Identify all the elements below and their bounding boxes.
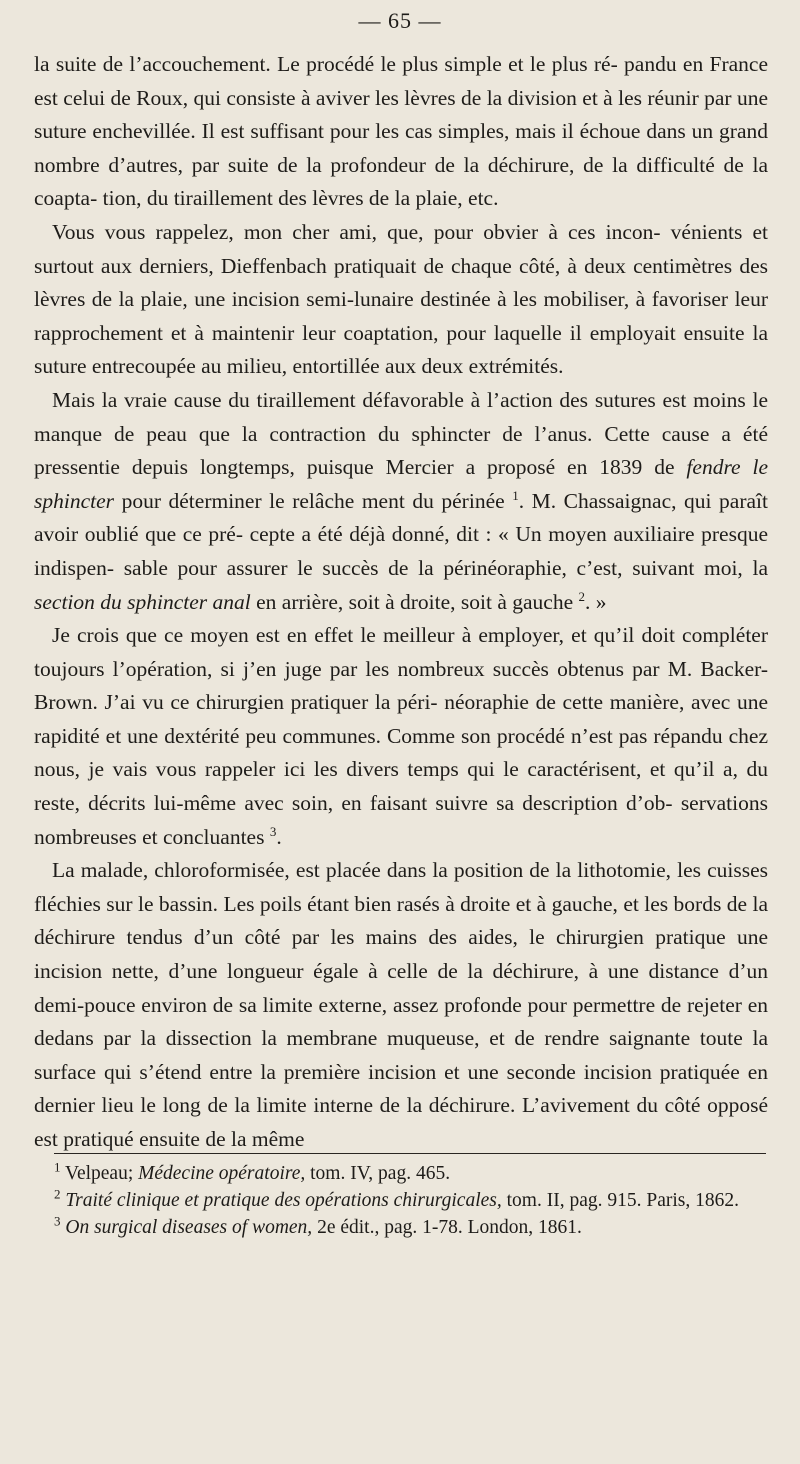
italic-phrase: fendre le sphincter bbox=[34, 455, 768, 513]
text-run: en arrière, soit à droite, soit à gauche bbox=[250, 589, 579, 614]
paragraph-5: La malade, chloroformisée, est placée dans la position de la lithotomie, les cuisses fléchies sur le bassin. Les poils étant bien rasés à droite et à gauche, et les bords de la déchirure tendus d’un côté par les mains des aides, le chirurgien pratique une incision nette, d’une longueur égale à celle de la déchirure, à une distance d’un demi-pouce environ de sa limite externe, assez profonde pour permettre de rejeter en dedans par la dissection la membrane muqueuse, et de rendre saignante toute la surface qui s’étend entre la première incision et une seconde incision pratiquée en dernier lieu le long de la limite interne de la déchirure. L’avivement du côté opposé est pratiqué ensuite de la même bbox=[34, 858, 768, 1151]
text-run: . » bbox=[585, 589, 607, 614]
footnote-number: 2 bbox=[54, 1186, 61, 1202]
paragraph-3 bbox=[34, 384, 768, 619]
text-run: Mais la vraie cause du tiraillement défavorable à l’action des sutures est moins le manque de peau que la contraction du sphincter de l’anus. Cette cause a été pressentie depuis longtemps, puisque Mercier a proposé en 1839 de bbox=[34, 387, 768, 480]
footnotes bbox=[34, 1160, 768, 1241]
footnote-separator bbox=[54, 1153, 766, 1154]
footnote-number: 3 bbox=[54, 1213, 61, 1229]
paragraph-1: la suite de l’accouchement. Le procédé le plus simple et le plus ré- pandu en France est celui de Roux, qui consiste à aviver les lèvres de la division et à les réunir par une suture enchevillée. Il est suffisant pour les cas simples, mais il échoue dans un grand nombre d’autres, par suite de la profondeur de la déchirure, de la difficulté de la coapta- tion, du tiraillement des lèvres de la plaie, etc. bbox=[34, 52, 768, 211]
footnote-text: 2e édit., pag. 1-78. London, 1861. bbox=[312, 1217, 582, 1238]
page-number: — 65 — bbox=[358, 8, 442, 33]
text-run: . M. Chassaignac, qui paraît avoir oublié que ce pré- cepte a été déjà donné, dit : « Un moyen auxiliaire presque indispen- sable pour assurer le succès de la périnéoraphie, c’est, suivant moi, la bbox=[34, 488, 768, 580]
footnote-text: tom. IV, pag. 465. bbox=[305, 1163, 451, 1184]
footnote-text: tom. II, pag. 915. Paris, 1862. bbox=[501, 1190, 739, 1211]
italic-phrase: section du sphincter anal bbox=[34, 589, 251, 614]
footnote-2 bbox=[34, 1187, 768, 1214]
text-run: . bbox=[276, 824, 282, 849]
paragraph-4 bbox=[34, 619, 768, 854]
footnote-title: Médecine opératoire, bbox=[138, 1163, 306, 1184]
footnote-ref-3: 3 bbox=[269, 823, 277, 839]
footnote-3 bbox=[34, 1214, 768, 1241]
footnote-ref-1: 1 bbox=[512, 487, 519, 503]
body-text bbox=[34, 48, 768, 1157]
footnote-title: Traité clinique et pratique des opérations chirurgicales, bbox=[65, 1190, 502, 1211]
footnote-title: On surgical diseases of women, bbox=[65, 1217, 313, 1238]
footnote-1 bbox=[34, 1160, 768, 1187]
footnote-text: Velpeau; bbox=[60, 1163, 139, 1184]
footnote-number: 1 bbox=[54, 1159, 61, 1175]
text-run: Je crois que ce moyen est en effet le meilleur à employer, et qu’il doit compléter toujours l’opération, si j’en juge par les nombreux succès obtenus par M. Backer-Brown. J’ai vu ce chirurgien pratiquer la péri- néoraphie de cette manière, avec une rapidité et une dextérité peu communes. Comme son procédé n’est pas répandu chez nous, je vais vous rappeler ici les divers temps qui le caractérisent, et qu’il a, du reste, décrits lui-même avec soin, en faisant suivre sa description d’ob- servations nombreuses et concluantes bbox=[34, 623, 768, 849]
text-run: pour déterminer le relâche ment du périnée bbox=[114, 488, 513, 513]
footnote-ref-2: 2 bbox=[578, 588, 586, 604]
paragraph-2: Vous vous rappelez, mon cher ami, que, pour obvier à ces incon- vénients et surtout aux derniers, Dieffenbach pratiquait de chaque côté, à deux centimètres des lèvres de la plaie, une incision semi-lunaire destinée à les mobiliser, à favoriser leur rapprochement et à maintenir leur coaptation, pour laquelle il employait ensuite la suture entrecoupée au milieu, entortillée aux deux extrémités. bbox=[34, 219, 768, 379]
